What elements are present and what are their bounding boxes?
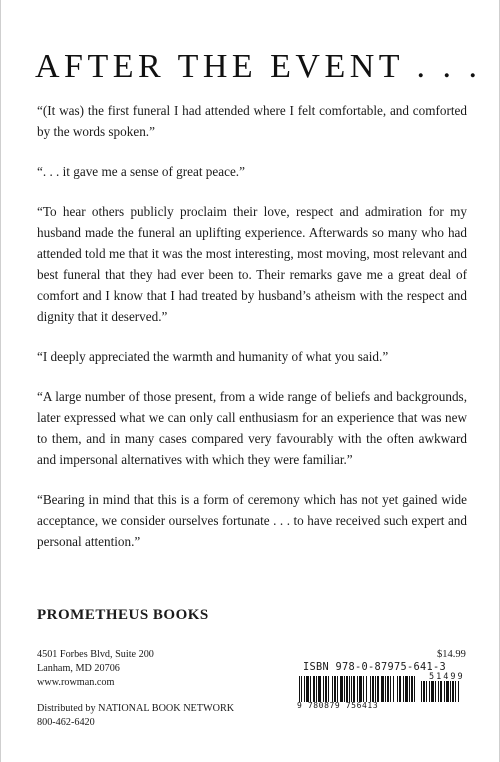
publisher-name: PROMETHEUS BOOKS <box>37 607 209 623</box>
barcode-addon-number: 51499 <box>429 672 465 682</box>
address-line: 4501 Forbes Blvd, Suite 200 <box>37 649 154 660</box>
distributor-phone: 800-462-6420 <box>37 717 95 728</box>
testimonial-quote: “. . . it gave me a sense of great peace.” <box>37 164 245 179</box>
barcode-number: 9 780879 756413 <box>297 701 379 710</box>
testimonial-list <box>37 100 467 571</box>
publisher-website: www.rowman.com <box>37 677 115 688</box>
testimonial-quote: “A large number of those present, from a wide range of beliefs and backgrounds, later expressed what we can only call enthusiasm for an experience that was new to them, and in many cases compared very favourably with the often awkward and impersonal alternatives with which they were familiar.” <box>37 389 467 467</box>
testimonial-quote: “I deeply appreciated the warmth and humanity of what you said.” <box>37 349 389 364</box>
price-label: $14.99 <box>437 649 466 660</box>
testimonial-quote: “To hear others publicly proclaim their love, respect and admiration for my husband made the funeral an uplifting experience. Afterwards so many who had attended told me that it was the most interesting, most moving, most relevant and best funeral that they had ever been to. Their remarks gave me a great deal of comfort and I know that I had treated by husband’s atheism with the respect and dignity that it deserved.” <box>37 204 467 324</box>
barcode-icon <box>299 676 415 702</box>
address-line: Lanham, MD 20706 <box>37 663 120 674</box>
isbn-label: ISBN 978-0-87975-641-3 <box>303 661 446 673</box>
barcode-addon-icon <box>421 681 467 702</box>
distributor-name: Distributed by NATIONAL BOOK NETWORK <box>37 703 235 714</box>
page-title: AFTER THE EVENT . . . <box>35 48 482 85</box>
distributor-info <box>37 702 234 730</box>
publisher-address <box>37 648 154 690</box>
testimonial-quote: “Bearing in mind that this is a form of ceremony which has not yet gained wide acceptance, we consider ourselves fortunate . . . to have received such expert and personal attention.” <box>37 492 467 549</box>
testimonial-quote: “(It was) the first funeral I had attended where I felt comfortable, and comforted by the words spoken.” <box>37 103 467 139</box>
